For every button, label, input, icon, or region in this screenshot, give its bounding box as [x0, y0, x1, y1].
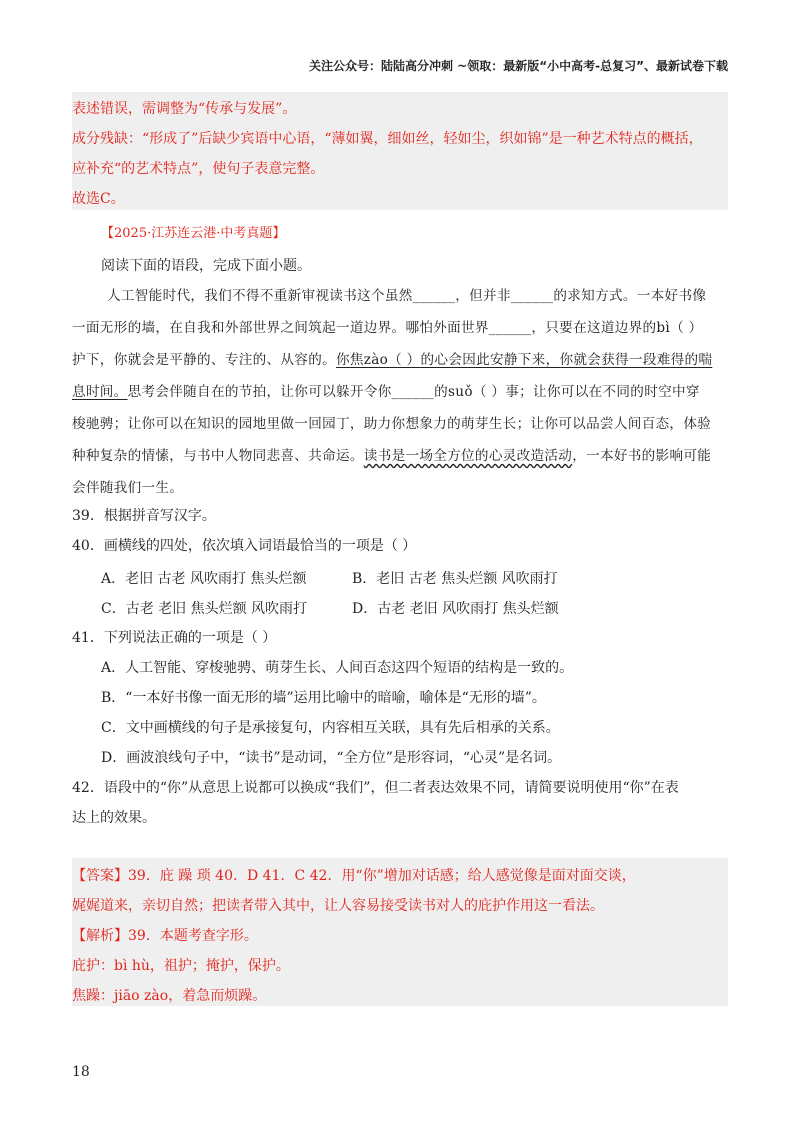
instruction: 阅读下面的语段，完成下面小题。 [101, 258, 311, 274]
underlined-sentence: 你焦zào（ ）的心会因此安静下来，你就会获得一段难得的喘 [335, 352, 713, 368]
q41-option-c: C．文中画横线的句子是承接复句，内容相互关联，具有先后相承的关系。 [101, 720, 560, 736]
page-number: 18 [72, 1064, 90, 1080]
q41-option-a: A．人工智能、穿梭驰骋、萌芽生长、人间百态这四个短语的结构是一致的。 [101, 660, 574, 676]
analysis-line: 焦躁：jiāo zào，着急而烦躁。 [72, 988, 267, 1004]
passage-line [72, 446, 711, 466]
passage-line [72, 350, 712, 370]
analysis-line: 庇护：bì hù，祖护；掩护，保护。 [72, 958, 290, 974]
analysis-line: 故选C。 [72, 191, 125, 207]
q41-option-b: B．“一本好书像一面无形的墙”运用比喻中的暗喻，喻体是“无形的墙”。 [101, 690, 546, 706]
analysis-line: 应补充“的艺术特点”，使句子表意完整。 [72, 161, 325, 177]
analysis-heading: 【解析】39．本题考查字形。 [72, 928, 258, 944]
question-41-stem: 41．下列说法正确的一项是（ ） [72, 630, 277, 646]
passage-line: 人工智能时代，我们不得不重新审视读书这个虽然______，但并非______的求知方式。一本好书像 [107, 288, 707, 304]
passage-line [72, 382, 700, 402]
q41-option-d: D．画波浪线句子中，“读书”是动词，“全方位”是形容词，“心灵”是名词。 [101, 750, 562, 766]
passage-line: 梭驰骋；让你可以在知识的园地里做一回园丁，助力你想象力的萌芽生长；让你可以品尝人间百态，体验 [72, 416, 712, 432]
passage-text: 护下，你就会是平静的、专注的、从容的。 [72, 352, 336, 368]
answer-line: 【答案】39．庇 躁 琐 40．D 41．C 42．用“你”增加对话感；给人感觉像是面对面交谈， [72, 868, 636, 884]
source-tag: 【2025·江苏连云港·中考真题】 [101, 226, 286, 241]
answer-line: 娓娓道来，亲切自然；把读者带入其中，让人容易接受读书对人的庇护作用这一看法。 [72, 898, 604, 914]
passage-text: 思考会伴随自在的节拍，让你可以躲开令你______的suǒ（ ）事；让你可以在不同的时空中穿 [127, 384, 700, 400]
page-header: 关注公众号：陆陆高分冲刺 ~领取：最新版“小中高考-总复习”、最新试卷下载 [309, 59, 728, 73]
wavy-underlined-sentence: 读书是一场全方位的心灵改造活动 [363, 448, 573, 464]
analysis-line: 表述错误，需调整为“传承与发展”。 [72, 101, 297, 117]
passage-text: 种种复杂的情愫，与书中人物同悲喜、共命运。 [72, 448, 364, 464]
question-40-stem: 40．画横线的四处，依次填入词语最恰当的一项是（ ） [72, 538, 417, 554]
passage-line: 一面无形的墙，在自我和外部世界之间筑起一道边界。哪怕外面世界______，只要在这道边界的bì（ ） [72, 320, 703, 336]
analysis-line: 成分残缺：“形成了”后缺少宾语中心语，“薄如翼，细如丝，轻如尘，织如锦”是一种艺术特点的概括， [72, 131, 703, 147]
question-42: 42．语段中的“你”从意思上说都可以换成“我们”，但二者表达效果不同，请简要说明使用“你”在表 [72, 780, 679, 796]
q40-option-b: B．老旧 古老 焦头烂额 风吹雨打 [352, 571, 558, 587]
passage-line: 会伴随我们一生。 [72, 480, 184, 496]
passage-text: ，一本好书的影响可能 [572, 448, 712, 464]
q40-option-c: C．古老 老旧 焦头烂额 风吹雨打 [101, 601, 308, 617]
question-39: 39．根据拼音写汉字。 [72, 508, 216, 524]
q40-option-d: D．古老 老旧 风吹雨打 焦头烂额 [352, 601, 559, 617]
underlined-sentence-end: 息时间。 [72, 384, 128, 400]
question-42: 达上的效果。 [72, 810, 156, 826]
q40-option-a: A．老旧 古老 风吹雨打 焦头烂额 [101, 571, 307, 587]
